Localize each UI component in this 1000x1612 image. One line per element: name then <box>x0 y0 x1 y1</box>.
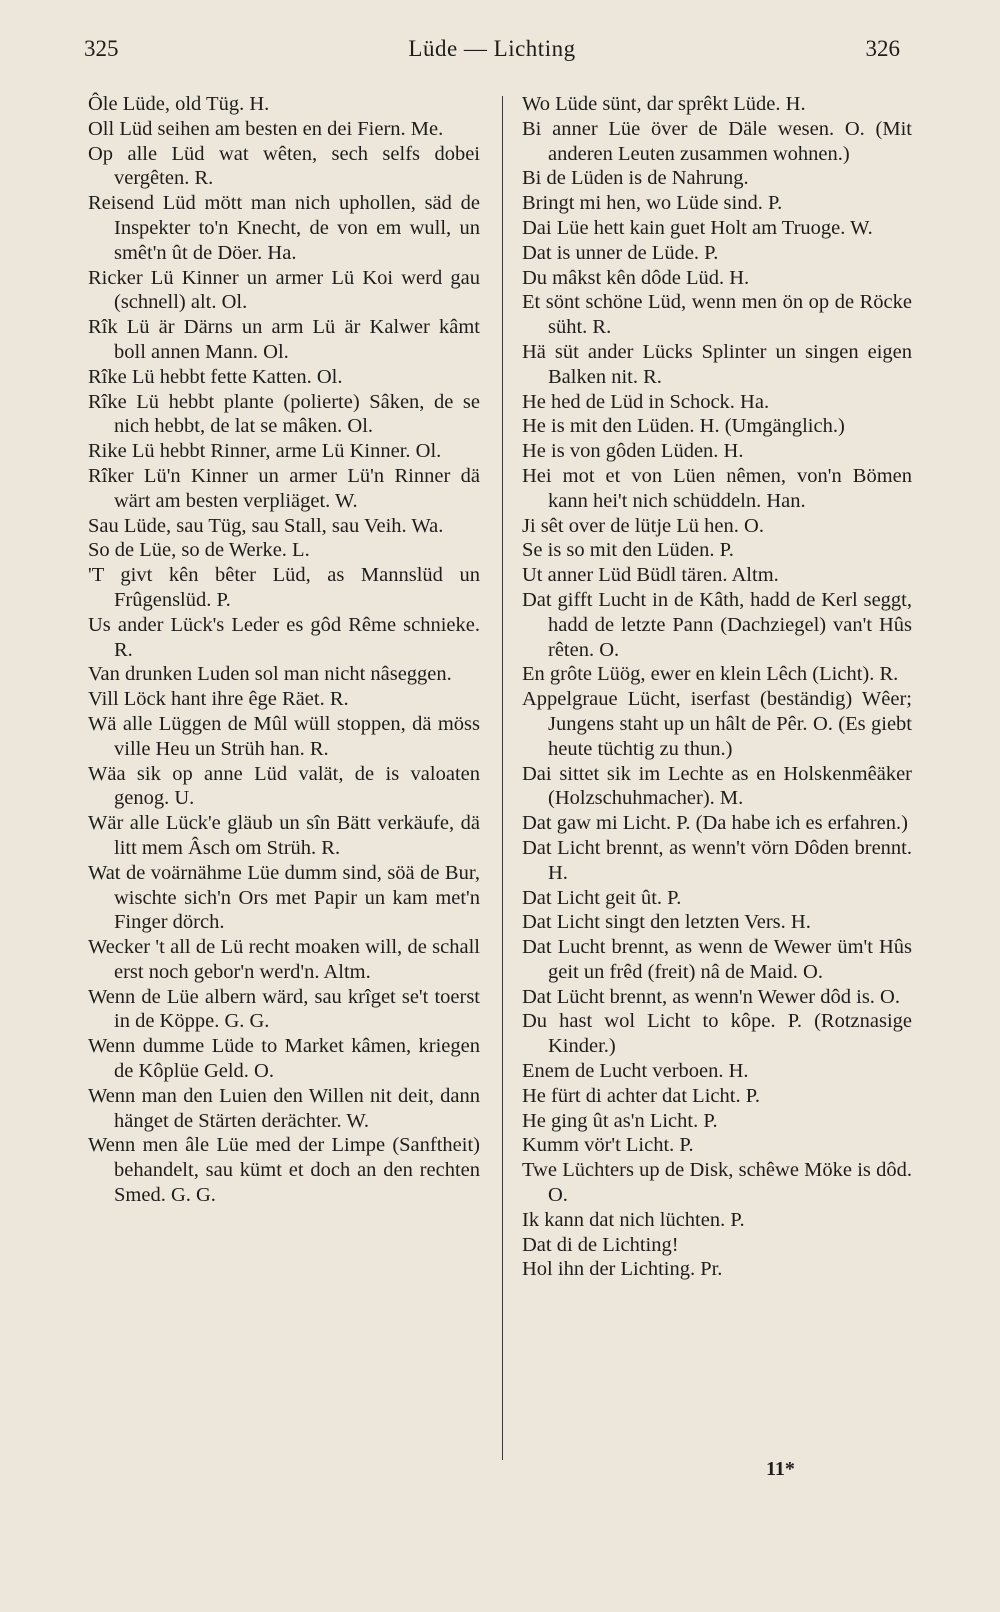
proverb-entry: Bi de Lüden is de Nahrung. <box>522 167 749 190</box>
proverb-entry: Dat is unner de Lüde. P. <box>522 241 719 264</box>
proverb-entry: Ricker Lü Kinner un armer Lü Koi werd gau (schnell) alt. Ol. <box>88 266 480 314</box>
proverb-entry: Sau Lüde, sau Tüg, sau Stall, sau Veih. Wa. <box>88 514 444 537</box>
proverb-entry: Ik kann dat nich lüchten. P. <box>522 1208 745 1231</box>
proverb-entry: Dat Lücht brennt, as wenn'n Wewer dôd is. O. <box>522 985 900 1008</box>
proverb-entry: Rike Lü hebbt Rinner, arme Lü Kinner. Ol. <box>88 440 442 463</box>
proverb-entry: Kumm vör't Licht. P. <box>522 1134 694 1157</box>
proverb-entry: Wat de voärnähme Lüe dumm sind, söä de Bur, wischte sich'n Ors met Papir un kam met'n Finger dörch. <box>88 861 480 934</box>
proverb-entry: Rîke Lü hebbt fette Katten. Ol. <box>88 365 343 388</box>
proverb-entry: 'T givt kên bêter Lüd, as Mannslüd un Frûgenslüd. P. <box>88 564 480 611</box>
left-column <box>88 92 480 1208</box>
proverb-entry: So de Lüe, so de Werke. L. <box>88 539 310 562</box>
proverb-entry: En grôte Lüög, ewer en klein Lêch (Licht). R. <box>522 663 899 686</box>
proverb-entry: Dat gaw mi Licht. P. (Da habe ich es erfahren.) <box>522 812 908 835</box>
proverb-entry: Dat Licht singt den letzten Vers. H. <box>522 911 811 934</box>
proverb-entry: He fürt di achter dat Licht. P. <box>522 1084 760 1107</box>
proverb-entry: Se is so mit den Lüden. P. <box>522 539 734 562</box>
proverb-entry: Dai Lüe hett kain guet Holt am Truoge. W. <box>522 216 873 239</box>
proverb-entry: Vill Löck hant ihre êge Räet. R. <box>88 688 349 711</box>
proverb-entry: Enem de Lucht verboen. H. <box>522 1060 749 1083</box>
proverb-entry: Wo Lüde sünt, dar sprêkt Lüde. H. <box>522 93 806 115</box>
proverb-entry: Rîk Lü är Därns un arm Lü är Kalwer kâmt boll annen Mann. Ol. <box>88 316 480 363</box>
proverb-entry: Ji sêt over de lütje Lü hen. O. <box>522 514 764 537</box>
proverb-entry: He ging ût as'n Licht. P. <box>522 1109 718 1132</box>
page-number-right: 326 <box>865 36 900 61</box>
proverb-entry: Bringt mi hen, wo Lüde sind. P. <box>522 192 783 215</box>
signature-mark: 11* <box>766 1458 795 1480</box>
proverb-entry: Dat di de Lichting! <box>522 1233 679 1256</box>
proverb-entry: Twe Lüchters up de Disk, schêwe Möke is dôd. O. <box>522 1159 912 1207</box>
proverb-entry: Wä alle Lüggen de Mûl wüll stoppen, dä möss ville Heu un Strüh han. R. <box>88 712 480 760</box>
proverb-entry: Dai sittet sik im Lechte as en Holskenmêäker (Holzschuhmacher). M. <box>522 762 912 810</box>
running-title: Lüde — Lichting <box>408 36 576 61</box>
proverb-entry: Wenn man den Luien den Willen nit deit, dann hänget de Stärten derächter. W. <box>88 1084 480 1132</box>
proverb-entry: Appelgraue Lücht, iserfast (beständig) Wêer; Jungens staht up un hâlt de Pêr. O. (Es giebt heute tüchtig zu thun.) <box>522 688 912 760</box>
proverb-entry: Rîke Lü hebbt plante (polierte) Sâken, de se nich hebbt, de lat se mâken. Ol. <box>88 390 480 438</box>
proverb-entry: Et sönt schöne Lüd, wenn men ön op de Röcke süht. R. <box>522 291 912 339</box>
right-column <box>522 92 912 1282</box>
proverb-entry: Ut anner Lüd Büdl tären. Altm. <box>522 564 779 587</box>
proverb-entry: Van drunken Luden sol man nicht nâseggen. <box>88 663 452 686</box>
proverb-entry: Wäa sik op anne Lüd valät, de is valoaten genog. U. <box>88 762 480 810</box>
proverb-entry: Du mâkst kên dôde Lüd. H. <box>522 266 750 289</box>
proverb-entry: Op alle Lüd wat wêten, sech selfs dobei vergêten. R. <box>88 142 480 190</box>
proverb-entry: Wecker 't all de Lü recht moaken will, de schall erst noch gebor'n werd'n. Altm. <box>88 936 480 983</box>
proverb-entry: Hol ihn der Lichting. Pr. <box>522 1258 723 1281</box>
proverb-entry: Us ander Lück's Leder es gôd Rême schnieke. R. <box>88 613 480 661</box>
proverb-entry: He is mit den Lüden. H. (Umgänglich.) <box>522 415 845 438</box>
proverb-entry: Wenn dumme Lüde to Market kâmen, kriegen de Kôplüe Geld. O. <box>88 1035 480 1083</box>
proverb-entry: Wenn de Lüe albern wärd, sau krîget se't toerst in de Köppe. G. G. <box>88 985 480 1033</box>
proverb-entry: Hä süt ander Lücks Splinter un singen eigen Balken nit. R. <box>522 340 912 388</box>
proverb-entry: Dat Licht geit ût. P. <box>522 886 682 909</box>
proverb-entry: Rîker Lü'n Kinner un armer Lü'n Rinner dä wärt am besten verpliäget. W. <box>88 464 480 512</box>
proverb-entry: Dat Lucht brennt, as wenn de Wewer üm't Hûs geit un frêd (freit) nâ de Maid. O. <box>522 936 912 983</box>
column-divider <box>502 96 503 1460</box>
proverb-entry: Hei mot et von Lüen nêmen, von'n Bömen kann hei't nich schüddeln. Han. <box>522 464 912 512</box>
proverb-entry: Reisend Lüd mött man nich uphollen, säd de Inspekter to'n Knecht, de von em wull, un smêt'n ût de Döer. Ha. <box>88 192 480 264</box>
proverb-entry: He hed de Lüd in Schock. Ha. <box>522 390 770 413</box>
proverb-entry: Oll Lüd seihen am besten en dei Fiern. Me. <box>88 117 444 140</box>
proverb-entry: Du hast wol Licht to kôpe. P. (Rotznasige Kinder.) <box>522 1010 912 1058</box>
proverb-entry: Ôle Lüde, old Tüg. H. <box>88 93 270 115</box>
proverb-entry: Dat gifft Lucht in de Kâth, hadd de Kerl seggt, hadd de letzte Pann (Dachziegel) van't Hûs rêten. O. <box>522 588 912 661</box>
proverb-entry: Bi anner Lüe över de Däle wesen. O. (Mit anderen Leuten zusammen wohnen.) <box>522 117 912 165</box>
running-header <box>84 36 900 76</box>
proverb-entry: Wenn men âle Lüe med der Limpe (Sanftheit) behandelt, sau kümt et doch an den rechten Smed. G. G. <box>88 1134 480 1207</box>
proverb-entry: Wär alle Lück'e gläub un sîn Bätt verkäufe, dä litt mem Âsch om Strüh. R. <box>88 812 480 859</box>
proverb-entry: He is von gôden Lüden. H. <box>522 440 744 463</box>
page-number-left: 325 <box>84 36 119 61</box>
proverb-entry: Dat Licht brennt, as wenn't vörn Dôden brennt. H. <box>522 836 912 884</box>
